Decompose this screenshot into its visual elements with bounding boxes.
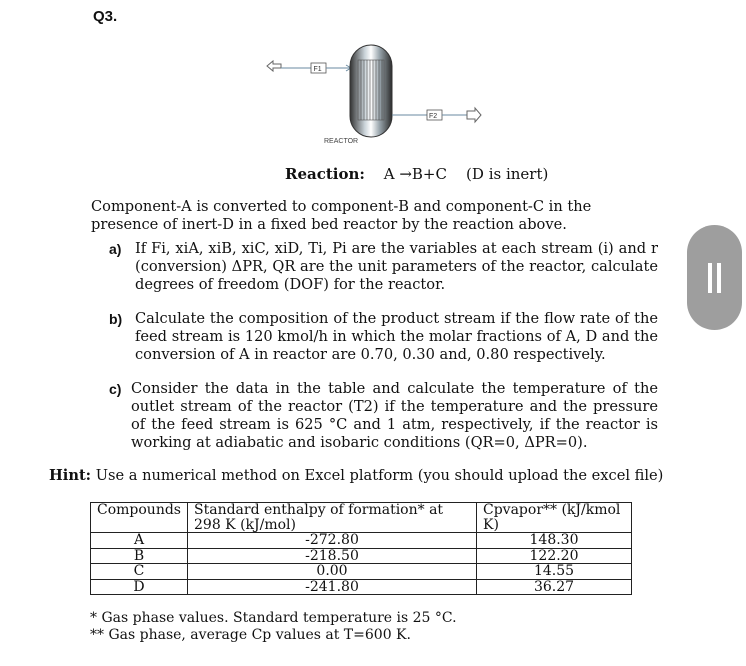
table-cell: 148.30 bbox=[477, 533, 632, 549]
item-a-label: a) bbox=[109, 241, 122, 257]
reactor-vessel bbox=[350, 45, 392, 137]
data-table bbox=[90, 502, 632, 595]
table-cell: 122.20 bbox=[477, 548, 632, 564]
reactor-diagram bbox=[255, 40, 495, 150]
reaction-line bbox=[285, 165, 548, 183]
footnote-2: ** Gas phase, average Cp values at T=600 K. bbox=[90, 627, 411, 643]
reaction-note: (D is inert) bbox=[466, 165, 549, 183]
table-header: Standard enthalpy of formation* at 298 K (kJ/mol) bbox=[188, 503, 477, 533]
item-c-text: Consider the data in the table and calculate the temperature of the outlet stream of the reactor (T2) if the temperature and the pressure of the feed stream is 625 °C and 1 atm, respectively, if the reactor is working at adiabatic and isobaric conditions (QR=0, ΔPR=0). bbox=[131, 380, 658, 451]
footnote-1: * Gas phase values. Standard temperature is 25 °C. bbox=[90, 610, 457, 626]
inlet-arrow-icon bbox=[267, 61, 281, 71]
intro-paragraph: Component-A is converted to component-B and component-C in the presence of inert-D in a fixed bed reactor by the reaction above. bbox=[91, 198, 592, 233]
table-cell: -241.80 bbox=[188, 579, 477, 595]
reactor-label: REACTOR bbox=[324, 138, 359, 145]
table-cell: A bbox=[91, 533, 188, 549]
item-b bbox=[109, 310, 658, 364]
table-cell: 36.27 bbox=[477, 579, 632, 595]
table-cell: 14.55 bbox=[477, 564, 632, 580]
table-cell: -272.80 bbox=[188, 533, 477, 549]
table-cell: -218.50 bbox=[188, 548, 477, 564]
table-row bbox=[91, 548, 632, 564]
hint-text: Use a numerical method on Excel platform (you should upload the excel file) bbox=[95, 467, 664, 484]
footnotes bbox=[90, 610, 457, 644]
outlet-arrow-icon bbox=[467, 108, 481, 122]
hint-label: Hint: bbox=[49, 467, 92, 484]
item-a bbox=[109, 240, 658, 294]
item-c-label: c) bbox=[109, 381, 122, 397]
table-header-row bbox=[91, 503, 632, 533]
item-c bbox=[109, 380, 658, 452]
item-b-label: b) bbox=[109, 311, 123, 327]
stream-f2-label: F2 bbox=[429, 113, 438, 120]
reaction-equation: A →B+C bbox=[383, 165, 447, 183]
table-cell: B bbox=[91, 548, 188, 564]
question-number: Q3. bbox=[93, 8, 118, 25]
pause-button[interactable] bbox=[687, 225, 742, 330]
reaction-label: Reaction: bbox=[285, 165, 365, 183]
table-cell: 0.00 bbox=[188, 564, 477, 580]
table-cell: C bbox=[91, 564, 188, 580]
pause-icon bbox=[717, 263, 721, 293]
hint-line bbox=[49, 467, 663, 484]
table-row bbox=[91, 564, 632, 580]
item-b-text: Calculate the composition of the product stream if the flow rate of the feed stream is 120 kmol/h in which the molar fractions of A, D and the conversion of A in reactor are 0.70, 0.30 and, 0.80 respectively. bbox=[135, 310, 658, 363]
pause-icon bbox=[708, 263, 712, 293]
table-cell: D bbox=[91, 579, 188, 595]
table-header: Cpvapor** (kJ/kmol K) bbox=[477, 503, 632, 533]
stream-f1-label: F1 bbox=[313, 66, 322, 73]
item-a-text: If Fi, xiA, xiB, xiC, xiD, Ti, Pi are the variables at each stream (i) and r (conversion) ΔPR, QR are the unit parameters of the reactor, calculate degrees of freedom (DOF) for the reactor. bbox=[135, 240, 658, 293]
table-row bbox=[91, 579, 632, 595]
table-row bbox=[91, 533, 632, 549]
table-header: Compounds bbox=[91, 503, 188, 533]
